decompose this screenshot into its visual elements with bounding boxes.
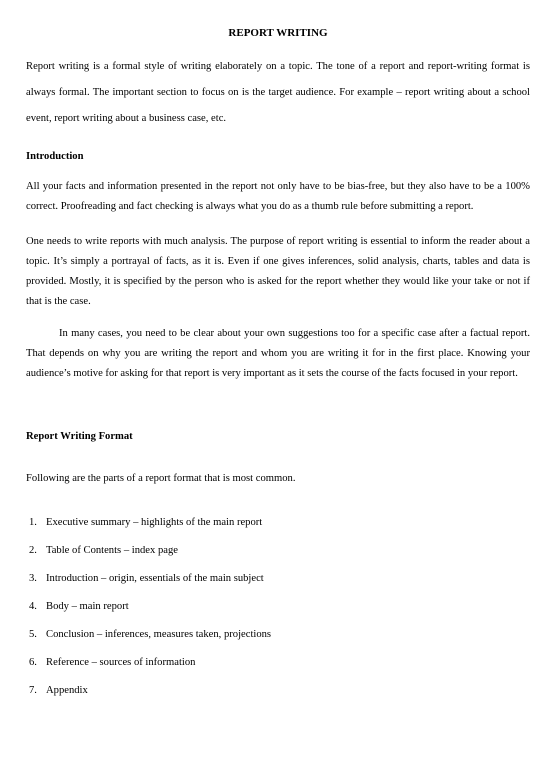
introduction-paragraph-3: In many cases, you need to be clear about your own suggestions too for a specific case after a factual report. That depends on why you are writing the report and whom you are writing it for in the first place. Knowing your audience’s motive for asking for that report is very important as it sets the course of the facts focused in your report. [26, 328, 530, 379]
list-item [26, 541, 271, 569]
list-item-text: Body – main report [46, 601, 129, 612]
format-lead: Following are the parts of a report format that is most common. [26, 473, 296, 484]
list-item [26, 597, 271, 625]
list-item-number: 2. [29, 545, 37, 556]
introduction-paragraph-1: All your facts and information presented in the report not only have to be bias-free, but they also have to be a 100% correct. Proofreading and fact checking is always what you do as a thumb rule before submitting a report. [26, 181, 530, 212]
list-item-text: Appendix [46, 685, 88, 696]
format-heading: Report Writing Format [26, 431, 133, 442]
list-item-text: Conclusion – inferences, measures taken, projections [46, 629, 272, 640]
list-item-text: Executive summary – highlights of the main report [46, 517, 263, 528]
list-item [26, 653, 271, 681]
list-item-text: Introduction – origin, essentials of the main subject [46, 573, 264, 584]
list-item-number: 7. [29, 685, 37, 696]
list-item-number: 5. [29, 629, 37, 640]
document-title: REPORT WRITING [228, 27, 328, 39]
list-item-number: 1. [29, 517, 37, 528]
list-item-number: 4. [29, 601, 37, 612]
list-item-text: Table of Contents – index page [46, 545, 178, 556]
list-item [26, 681, 271, 709]
list-item [26, 513, 271, 541]
intro-paragraph: Report writing is a formal style of writing elaborately on a topic. The tone of a report and report-writing format is always formal. The important section to focus on is the target audience. For example – report writing about a school event, report writing about a business case, etc. [26, 61, 530, 124]
list-item-number: 3. [29, 573, 37, 584]
list-item [26, 625, 271, 653]
list-item-number: 6. [29, 657, 37, 668]
list-item-text: Reference – sources of information [46, 657, 196, 668]
introduction-heading: Introduction [26, 151, 84, 162]
introduction-paragraph-2: One needs to write reports with much analysis. The purpose of report writing is essential to inform the reader about a topic. It’s simply a portrayal of facts, as it is. Even if one gives inferences, solid analysis, charts, tables and data is provided. Mostly, it is specified by the person who is asked for the report whether they would like your take or not if that is the case. [26, 236, 530, 307]
format-parts-list [26, 513, 271, 709]
list-item [26, 569, 271, 597]
